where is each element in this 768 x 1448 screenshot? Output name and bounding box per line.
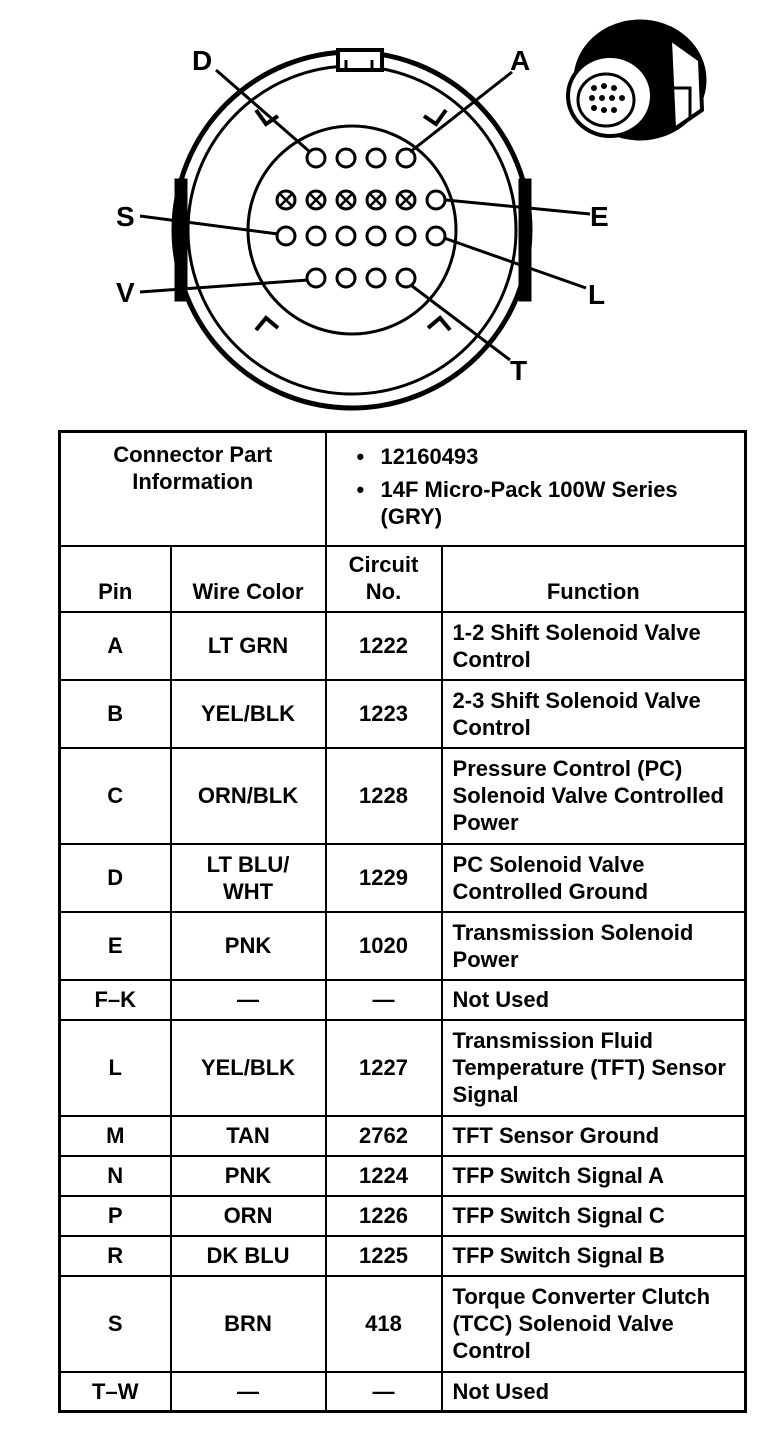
function-cell: Pressure Control (PC) Solenoid Valve Controlled Power xyxy=(442,748,746,844)
function-cell: Transmission Fluid Temperature (TFT) Sensor Signal xyxy=(442,1020,746,1116)
function-cell: TFP Switch Signal B xyxy=(442,1236,746,1276)
wire-color-cell: PNK xyxy=(171,1156,326,1196)
table-row xyxy=(60,1196,746,1236)
function-cell: TFP Switch Signal C xyxy=(442,1196,746,1236)
pin-cell: D xyxy=(60,844,171,912)
circuit-cell: 418 xyxy=(326,1276,442,1372)
function-cell: Not Used xyxy=(442,980,746,1020)
header-pin: Pin xyxy=(60,546,171,612)
pin-cell: C xyxy=(60,748,171,844)
table-row xyxy=(60,680,746,748)
pin-cell: T–W xyxy=(60,1372,171,1412)
pin-label-e: E xyxy=(590,201,609,232)
pin-cell: F–K xyxy=(60,980,171,1020)
function-cell: TFT Sensor Ground xyxy=(442,1116,746,1156)
wire-color-cell: TAN xyxy=(171,1116,326,1156)
circuit-cell: 1225 xyxy=(326,1236,442,1276)
circuit-cell: — xyxy=(326,1372,442,1412)
function-cell: 1-2 Shift Solenoid Valve Control xyxy=(442,612,746,680)
connector-info-label: Connector Part Information xyxy=(60,432,326,546)
circuit-cell: — xyxy=(326,980,442,1020)
pin-cell: R xyxy=(60,1236,171,1276)
table-row xyxy=(60,980,746,1020)
circuit-cell: 1229 xyxy=(326,844,442,912)
connector-info-row xyxy=(60,432,746,546)
pin-label-a: A xyxy=(510,45,531,76)
header-circuit: Circuit No. xyxy=(326,546,442,612)
table-row xyxy=(60,1236,746,1276)
wire-color-cell: BRN xyxy=(171,1276,326,1372)
connector-series: • 14F Micro-Pack 100W Series (GRY) xyxy=(357,476,745,530)
pin-cell: M xyxy=(60,1116,171,1156)
pin-label-t: T xyxy=(510,355,528,386)
connector-info-values xyxy=(326,432,746,546)
table-row xyxy=(60,912,746,980)
function-cell: Torque Converter Clutch (TCC) Solenoid Valve Control xyxy=(442,1276,746,1372)
table-row xyxy=(60,1276,746,1372)
table-row xyxy=(60,844,746,912)
table-row xyxy=(60,1116,746,1156)
circuit-cell: 1223 xyxy=(326,680,442,748)
function-cell: Not Used xyxy=(442,1372,746,1412)
pin-cell: B xyxy=(60,680,171,748)
pin-label-l: L xyxy=(588,279,606,310)
pin-label-v: V xyxy=(116,277,135,308)
connector-face-diagram xyxy=(0,0,768,420)
function-cell: TFP Switch Signal A xyxy=(442,1156,746,1196)
table-row xyxy=(60,1156,746,1196)
wire-color-cell: YEL/BLK xyxy=(171,680,326,748)
function-cell: 2-3 Shift Solenoid Valve Control xyxy=(442,680,746,748)
pin-cell: N xyxy=(60,1156,171,1196)
circuit-cell: 1226 xyxy=(326,1196,442,1236)
pin-cell: P xyxy=(60,1196,171,1236)
pin-label-s: S xyxy=(116,201,135,232)
pin-cell: L xyxy=(60,1020,171,1116)
part-number: • 12160493 xyxy=(357,443,745,470)
pin-label-d: D xyxy=(192,45,213,76)
circuit-cell: 1222 xyxy=(326,612,442,680)
table-row xyxy=(60,1020,746,1116)
circuit-cell: 1227 xyxy=(326,1020,442,1116)
table-row xyxy=(60,748,746,844)
wire-color-cell: — xyxy=(171,980,326,1020)
table-row xyxy=(60,612,746,680)
pin-cell: S xyxy=(60,1276,171,1372)
wire-color-cell: LT BLU/ WHT xyxy=(171,844,326,912)
table-row xyxy=(60,1372,746,1412)
header-function: Function xyxy=(442,546,746,612)
circuit-cell: 2762 xyxy=(326,1116,442,1156)
wire-color-cell: PNK xyxy=(171,912,326,980)
header-wire-color: Wire Color xyxy=(171,546,326,612)
wire-color-cell: DK BLU xyxy=(171,1236,326,1276)
function-cell: PC Solenoid Valve Controlled Ground xyxy=(442,844,746,912)
pin-cell: A xyxy=(60,612,171,680)
wire-color-cell: ORN xyxy=(171,1196,326,1236)
wire-color-cell: YEL/BLK xyxy=(171,1020,326,1116)
connector-thumbnail xyxy=(568,22,704,138)
wire-color-cell: ORN/BLK xyxy=(171,748,326,844)
header-row xyxy=(60,546,746,612)
pin-cell: E xyxy=(60,912,171,980)
pinout-table xyxy=(58,430,747,1413)
circuit-cell: 1020 xyxy=(326,912,442,980)
circuit-cell: 1224 xyxy=(326,1156,442,1196)
wire-color-cell: — xyxy=(171,1372,326,1412)
pinout-rows xyxy=(60,612,746,1412)
function-cell: Transmission Solenoid Power xyxy=(442,912,746,980)
wire-color-cell: LT GRN xyxy=(171,612,326,680)
circuit-cell: 1228 xyxy=(326,748,442,844)
